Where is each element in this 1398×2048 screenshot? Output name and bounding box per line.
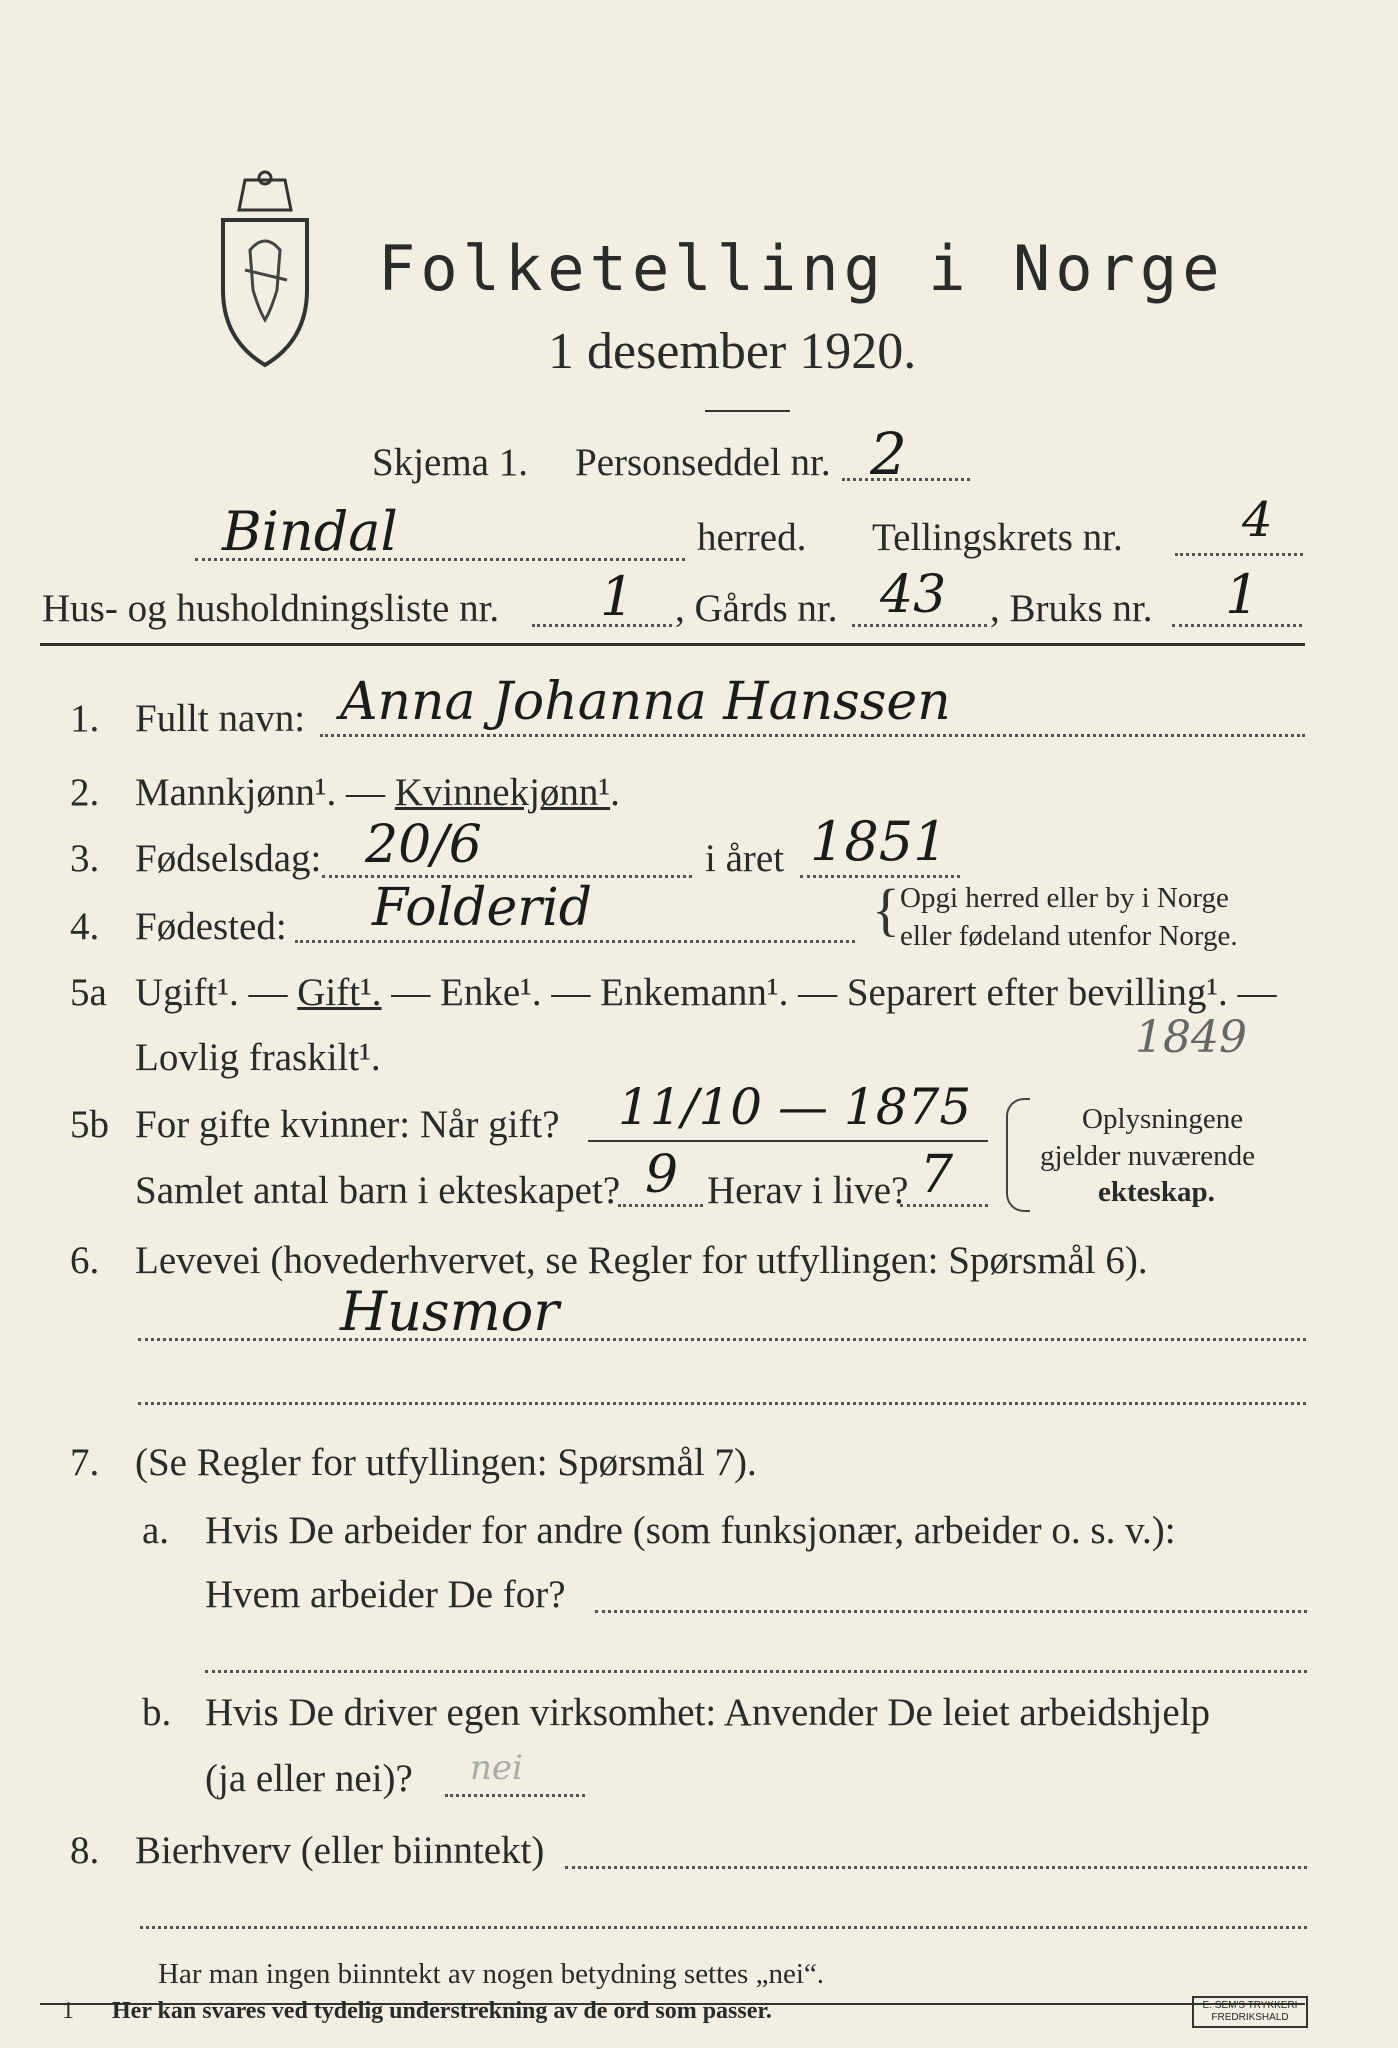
herred-line <box>195 558 685 561</box>
q4-value[interactable]: Folderid <box>372 878 593 938</box>
q2-end: . <box>610 771 620 814</box>
q7a-question: Hvem arbeider De for? <box>205 1573 566 1616</box>
personseddel-label: Personseddel nr. <box>575 441 831 484</box>
q7a-line2 <box>205 1670 1307 1673</box>
q6-num: 6. <box>70 1239 100 1282</box>
q7b-value[interactable]: nei <box>470 1748 523 1788</box>
q3-value[interactable]: 20/6 <box>365 815 482 875</box>
q5b-value[interactable]: 11/10 — 1875 <box>618 1078 972 1136</box>
q2-label: Mannkjønn¹. — <box>135 771 395 814</box>
q5b-live-line <box>900 1204 988 1207</box>
coat-of-arms-icon <box>205 170 325 370</box>
q1-label: Fullt navn: <box>135 697 306 740</box>
gards-label: , Gårds nr. <box>675 587 838 630</box>
personseddel-value[interactable]: 2 <box>870 420 907 488</box>
footer-note: Har man ingen biinntekt av nogen betydning settes „nei“. <box>158 1958 825 1990</box>
husliste-label: Hus- og husholdningsliste nr. <box>42 587 500 630</box>
q5a-pre: Ugift¹. — <box>135 971 298 1014</box>
q5b-note2: gjelder nuværende <box>1040 1140 1256 1172</box>
husliste-line <box>532 624 672 627</box>
q6-line1 <box>138 1338 1306 1341</box>
q7b-num: b. <box>142 1691 172 1734</box>
q6-label: Levevei (hovederhvervet, se Regler for utfyllingen: Spørsmål 6). <box>135 1239 1148 1282</box>
q4-num: 4. <box>70 905 100 948</box>
q5b-note1: Oplysningene <box>1082 1103 1244 1135</box>
herred-value[interactable]: Bindal <box>222 500 398 563</box>
skjema-label: Skjema 1. <box>372 441 528 484</box>
q5b-barn-label: Samlet antal barn i ekteskapet? <box>135 1169 621 1212</box>
gards-value[interactable]: 43 <box>880 565 947 625</box>
q3-year-label: i året <box>705 837 785 880</box>
husliste-value[interactable]: 1 <box>600 565 635 628</box>
q5b-live-value[interactable]: 7 <box>920 1145 954 1205</box>
q2-row <box>135 770 620 815</box>
tellingskrets-line <box>1175 553 1303 556</box>
q5a-selected[interactable]: Gift¹. <box>297 971 382 1014</box>
q4-line <box>295 940 855 943</box>
q5b-live-label: Herav i live? <box>707 1169 909 1212</box>
q7b-text: Hvis De driver egen virksomhet: Anvender De leiet arbeidshjelp <box>205 1691 1211 1734</box>
q4-brace: { <box>872 877 900 942</box>
q5a-margin-note: 1849 <box>1135 1012 1247 1063</box>
footnote-text: Her kan svares ved tydelig understrekning av de ord som passer. <box>112 1998 772 2024</box>
q2-selected[interactable]: Kvinnekjønn¹ <box>394 771 611 814</box>
q7-label: (Se Regler for utfyllingen: Spørsmål 7). <box>135 1441 757 1484</box>
q7b-line <box>445 1794 585 1797</box>
stamp-line2: FREDRIKSHALD <box>1211 2012 1289 2023</box>
q5b-num: 5b <box>70 1103 109 1146</box>
q5b-line <box>588 1140 988 1142</box>
title-divider <box>705 410 790 412</box>
q7a-text: Hvis De arbeider for andre (som funksjonær, arbeider o. s. v.): <box>205 1509 1176 1552</box>
q5a-row <box>135 970 1277 1015</box>
q8-line1 <box>565 1866 1307 1869</box>
header-rule <box>40 643 1305 646</box>
q7a-num: a. <box>142 1509 170 1552</box>
q7b-question: (ja eller nei)? <box>205 1757 413 1800</box>
tellingskrets-label: Tellingskrets nr. <box>872 516 1123 559</box>
q8-line2 <box>140 1926 1307 1929</box>
tellingskrets-value[interactable]: 4 <box>1242 492 1273 548</box>
q5a-num: 5a <box>70 971 107 1014</box>
q3-label: Fødselsdag: <box>135 837 322 880</box>
bruks-line <box>1172 624 1302 627</box>
q7a-line1 <box>595 1610 1307 1613</box>
form-date: 1 desember 1920. <box>548 323 917 380</box>
stamp-line1: E. SEM'S TRYKKERI <box>1202 2000 1298 2011</box>
printer-stamp <box>1192 1996 1308 2028</box>
q5a-line2: Lovlig fraskilt¹. <box>135 1036 381 1079</box>
q5b-note3: ekteskap. <box>1098 1176 1215 1208</box>
gards-line <box>852 624 987 627</box>
q5b-bracket <box>1006 1098 1030 1212</box>
personseddel-line <box>842 478 970 481</box>
q6-line2 <box>138 1402 1306 1405</box>
q1-num: 1. <box>70 697 100 740</box>
q5b-barn-line <box>618 1204 703 1207</box>
q5a-post: — Enke¹. — Enkemann¹. — Separert efter bevilling¹. — <box>381 971 1277 1014</box>
q5b-barn-value[interactable]: 9 <box>645 1145 679 1205</box>
q6-value[interactable]: Husmor <box>340 1280 560 1343</box>
bruks-value[interactable]: 1 <box>1225 563 1260 626</box>
footnote-number: 1 <box>62 1998 74 2024</box>
q8-num: 8. <box>70 1829 100 1872</box>
herred-label: herred. <box>697 516 807 559</box>
q1-line <box>320 734 1305 737</box>
q4-note2: eller fødeland utenfor Norge. <box>900 920 1238 952</box>
q7-num: 7. <box>70 1441 100 1484</box>
q4-note1: Opgi herred eller by i Norge <box>900 882 1229 914</box>
q3-num: 3. <box>70 837 100 880</box>
q4-label: Fødested: <box>135 905 287 948</box>
q1-value[interactable]: Anna Johanna Hanssen <box>340 672 951 732</box>
q3-year-value[interactable]: 1851 <box>810 810 948 873</box>
q2-num: 2. <box>70 771 100 814</box>
bruks-label: , Bruks nr. <box>990 587 1153 630</box>
form-title: Folketelling i Norge <box>378 232 1225 305</box>
q8-label: Bierhverv (eller biinntekt) <box>135 1829 545 1872</box>
q5b-label: For gifte kvinner: Når gift? <box>135 1103 560 1146</box>
